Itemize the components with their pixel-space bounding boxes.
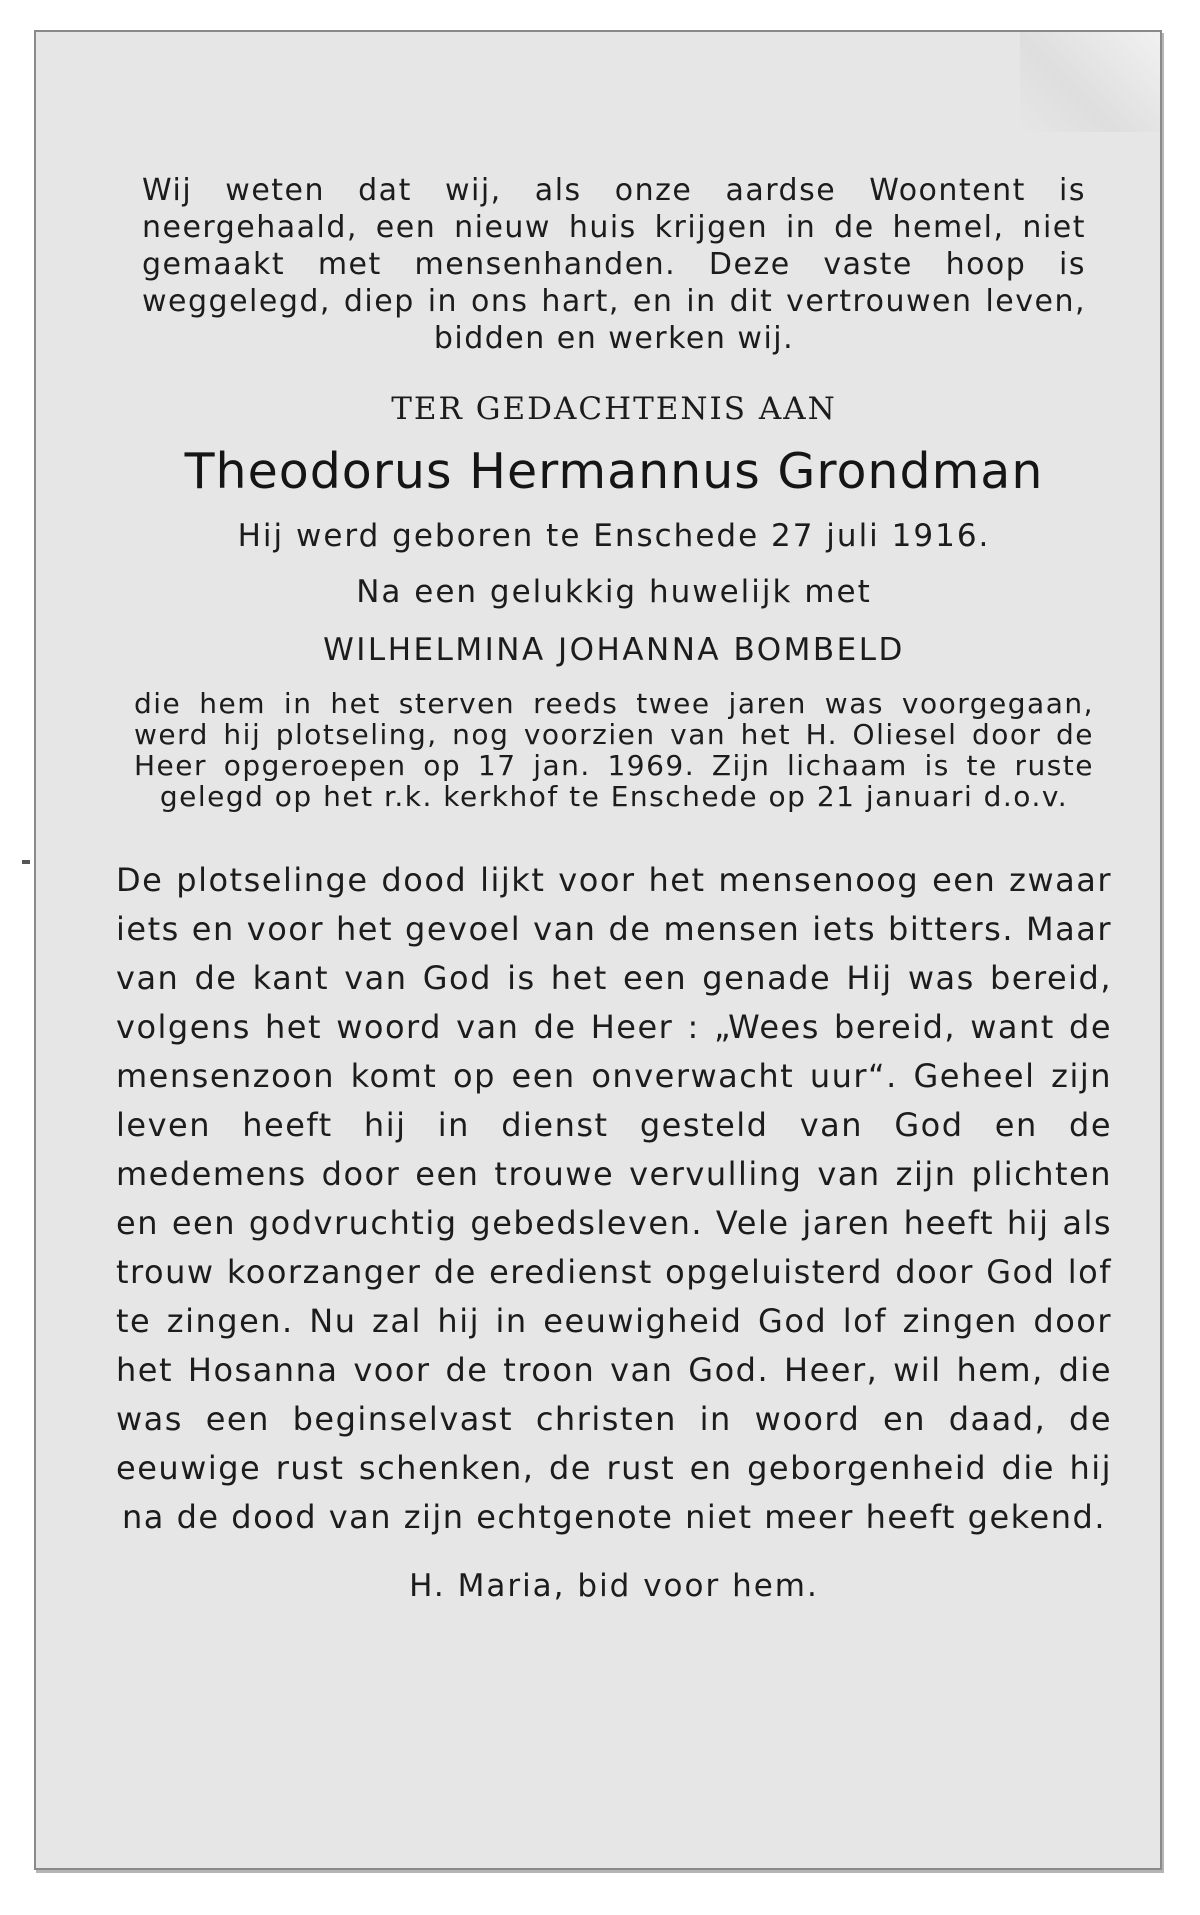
- memorial-card: [34, 30, 1162, 1870]
- intro-paragraph: Wij weten dat wij, als onze aardse Woontent is neergehaald, een nieuw huis krijgen in de hemel, niet gemaakt met mensenhanden. Deze vaste hoop is weggelegd, diep in ons hart, en in dit vertrouwen leven, bidden en werken wij.: [142, 173, 1086, 356]
- main-paragraph: De plotselinge dood lijkt voor het mensenoog een zwaar iets en voor het gevoel van de mensen iets bitters. Maar van de kant van God is het een genade Hij was bereid, volgens het woord van de Heer : „Wees bereid, want de mensenzoon komt op een onverwacht uur“. Geheel zijn leven heeft hij in dienst gesteld van God en de medemens door een trouwe vervulling van zijn plichten en een godvruchtig gebedsleven. Vele jaren heeft hij als trouw koorzanger de eredienst opgeluisterd door God lof te zingen. Nu zal hij in eeuwigheid God lof zingen door het Hosanna voor de troon van God. Heer, wil hem, die was een beginselvast christen in woord en daad, de eeuwige rust schenken, de rust en geborgenheid die hij na de dood van zijn echtgenote niet meer heeft gekend.: [116, 861, 1112, 1536]
- spouse-name: WILHELMINA JOHANNA BOMBELD: [323, 632, 905, 668]
- memorial-heading: TER GEDACHTENIS AAN: [391, 391, 837, 427]
- closing-prayer: H. Maria, bid voor hem.: [409, 1568, 819, 1604]
- paper-fold-corner: [1020, 32, 1160, 132]
- birth-line: Hij werd geboren te Enschede 27 juli 1916.: [237, 518, 991, 554]
- card-content: [116, 172, 1112, 1604]
- scan-mark: [22, 860, 30, 864]
- marriage-line: Na een gelukkig huwelijk met: [356, 574, 872, 610]
- deceased-name: Theodorus Hermannus Grondman: [184, 443, 1044, 500]
- death-paragraph: die hem in het sterven reeds twee jaren was voorgegaan, werd hij plotseling, nog voorzien van het H. Oliesel door de Heer opgeroepen op 17 jan. 1969. Zijn lichaam is te ruste gelegd op het r.k. kerkhof te Enschede op 21 januari d.o.v.: [134, 687, 1094, 813]
